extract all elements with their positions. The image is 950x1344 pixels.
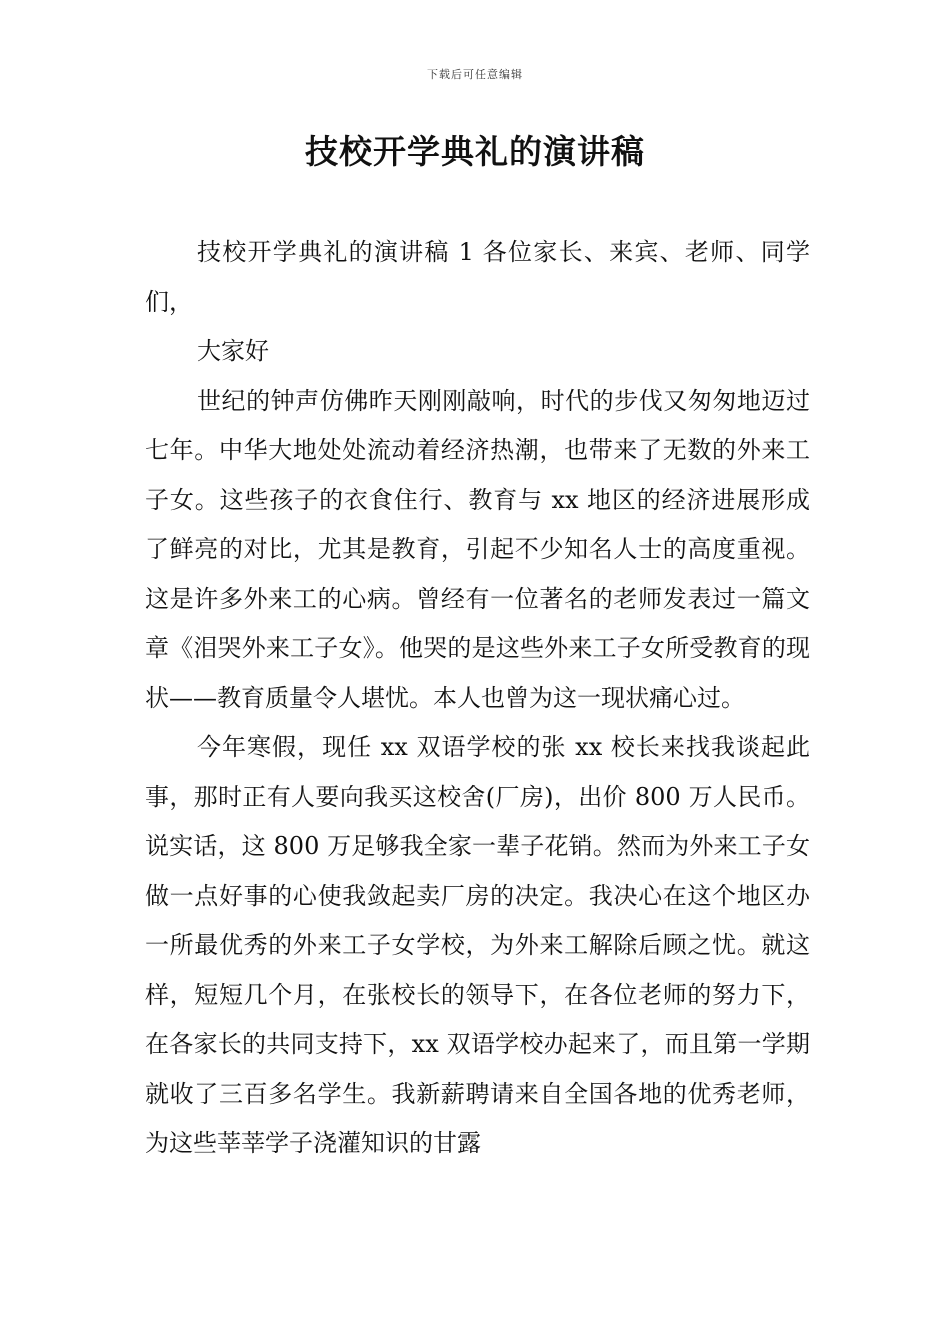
header-note: 下载后可任意编辑 xyxy=(427,68,523,81)
paragraph-background: 世纪的钟声仿佛昨天刚刚敲响，时代的步伐又匆匆地迈过七年。中华大地处处流动着经济热潮，也带来了无数的外来工子女。这些孩子的衣食住行、教育与 xx 地区的经济进展形成了鲜亮的对比，尤其是教育，引起不少知名人士的高度重视。这是许多外来工的心病。曾经有一位著名的老师发表过一篇文章《泪哭外来工子女》。他哭的是这些外来工子女所受教育的现状——教育质量令人堪忧。本人也曾为这一现状痛心过。 xyxy=(145,386,810,712)
document-title: 技校开学典礼的演讲稿 xyxy=(305,132,645,171)
paragraph-greeting: 技校开学典礼的演讲稿 1 各位家长、来宾、老师、同学们， xyxy=(145,238,810,316)
paragraph-salutation: 大家好 xyxy=(197,337,269,365)
paragraph-school-founding: 今年寒假，现任 xx 双语学校的张 xx 校长来找我谈起此事，那时正有人要向我买这校舍(厂房)，出价 800 万人民币。说实话，这 800 万足够我全家一辈子花销。然而为外来工子女做一点好事的心使我敛起卖厂房的决定。我决心在这个地区办一所最优秀的外来工子女学校，为外来工解除后顾之忧。就这样，短短几个月，在张校长的领导下，在各位老师的努力下，在各家长的共同支持下，xx 双语学校办起来了，而且第一学期就收了三百多名学生。我新薪聘请来自全国各地的优秀老师，为这些莘莘学子浇灌知识的甘露 xyxy=(145,733,810,1157)
document-body xyxy=(145,228,810,1169)
